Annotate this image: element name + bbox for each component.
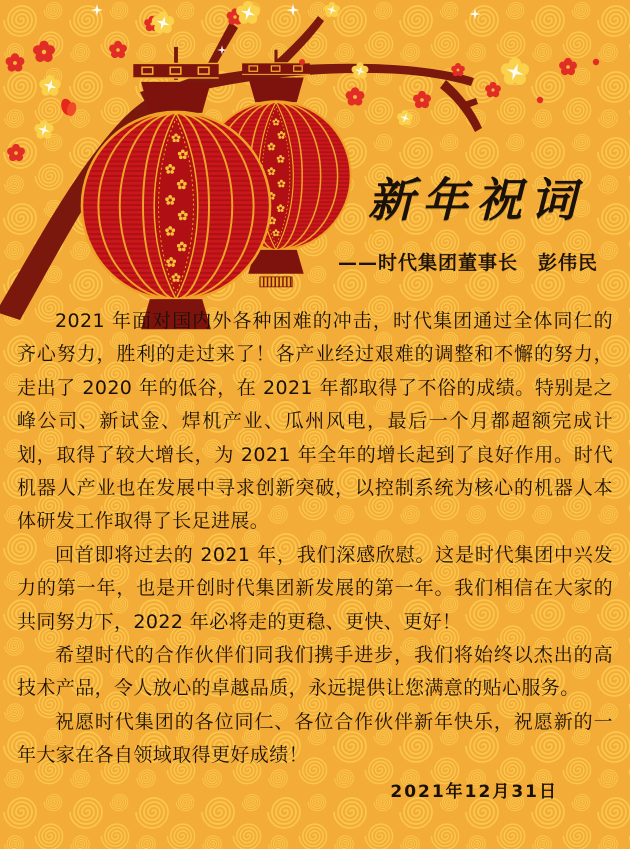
plum-bud-icon (59, 97, 78, 117)
date-line: 2021年12月31日 (390, 782, 558, 802)
paragraph: 2021 年面对国内外各种困难的冲击，时代集团通过全体同仁的齐心努力，胜利的走过来了！各产业经过艰难的调整和不懈的努力，走出了 2020 年的低谷，在 2021 年都取得了不俗的成绩。特别是之峰公司、新试金、焊机产业、瓜州风电，最后一个月都超额完成计划，取得了较大增长，为 2021 年全年的增长起到了良好作用。时代机器人产业也在发展中寻求创新突破，以控制系统为核心的机器人本体研发工作取得了长足进展。 (17, 310, 613, 533)
paragraph: 回首即将过去的 2021 年，我们深感欣慰。这是时代集团中兴发力的第一年，也是开创时代集团新发展的第一年。我们相信在大家的共同努力下，2022 年必将走的更稳、更快、更好！ (17, 543, 613, 633)
letter-body (17, 305, 613, 773)
paragraph: 希望时代的合作伙伴们同我们携手进步，我们将始终以杰出的高技术产品，令人放心的卓越品质，永远提供让您满意的贴心服务。 (17, 644, 613, 700)
page-title: 新年祝词 (368, 173, 584, 227)
paragraph: 祝愿时代集团的各位同仁、各位合作伙伴新年快乐，祝愿新的一年大家在各自领域取得更好成绩！ (17, 710, 613, 767)
byline: ——时代集团董事长 彭伟民 (337, 252, 598, 274)
red-lantern-icon (82, 47, 270, 332)
